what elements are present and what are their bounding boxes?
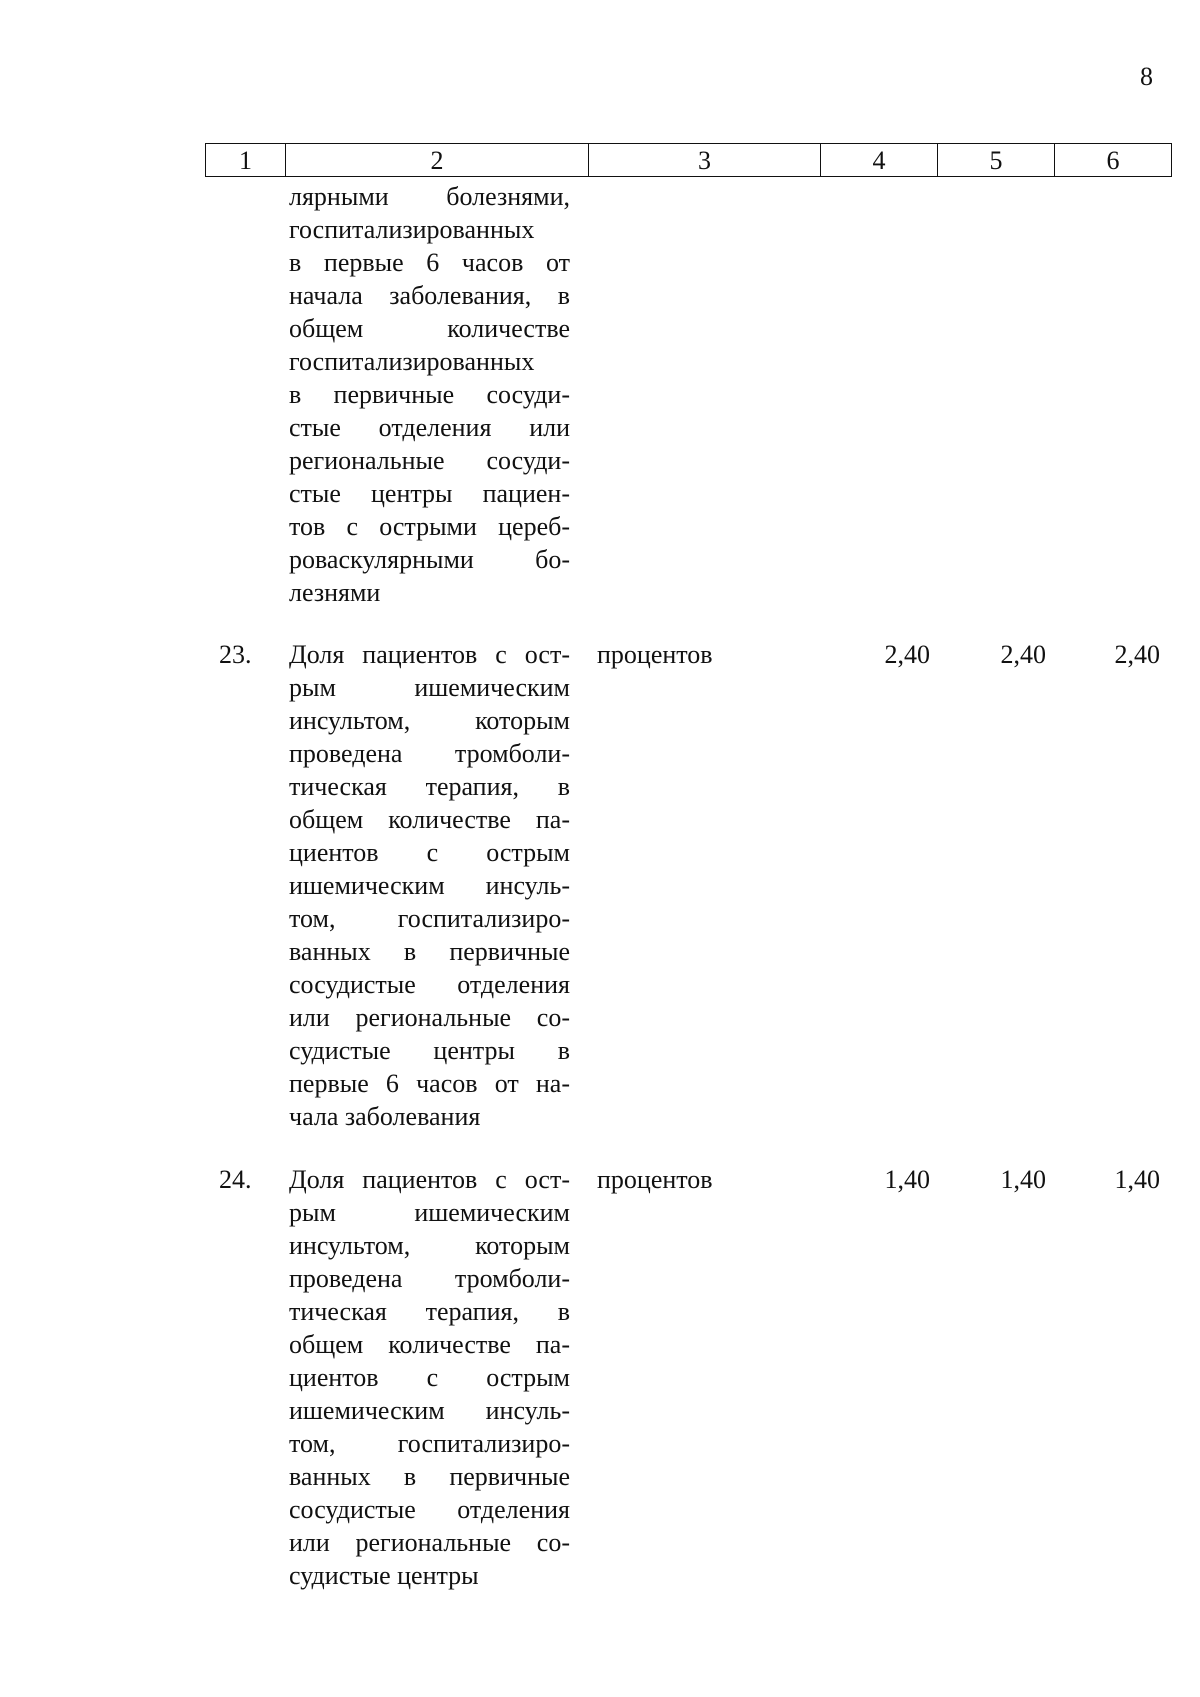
description-line: или региональные со-	[289, 1528, 570, 1557]
continuation-description	[289, 180, 570, 609]
description-line: тов с острыми цереб-	[289, 512, 570, 541]
description-line: судистые центры в	[289, 1036, 570, 1065]
row-value-col5: 1,40	[1000, 1165, 1046, 1194]
description-line: сосудистые отделения	[289, 970, 570, 999]
header-row	[206, 144, 1172, 177]
description-line: или региональные со-	[289, 1003, 570, 1032]
description-line: тическая терапия, в	[289, 772, 570, 801]
header-cell-6: 6	[1055, 144, 1172, 177]
description-line: первые 6 часов от на-	[289, 1069, 570, 1098]
row-description	[289, 1163, 570, 1592]
description-line: рым ишемическим	[289, 1198, 570, 1227]
header-cell-2: 2	[286, 144, 589, 177]
description-line: Доля пациентов с ост-	[289, 640, 570, 669]
description-line: циентов с острым	[289, 838, 570, 867]
description-line: ванных в первичные	[289, 1462, 570, 1491]
row-description	[289, 638, 570, 1133]
description-line: региональные сосуди-	[289, 446, 570, 475]
description-line: стые отделения или	[289, 413, 570, 442]
description-line: общем количестве па-	[289, 1330, 570, 1359]
description-line: судистые центры	[289, 1561, 479, 1590]
description-line: ванных в первичные	[289, 937, 570, 966]
description-line: том, госпитализиро-	[289, 1429, 570, 1458]
row-unit: процентов	[597, 1165, 713, 1194]
page-number: 8	[1140, 62, 1153, 91]
description-line: чала заболевания	[289, 1102, 481, 1131]
row-number: 24.	[219, 1165, 252, 1194]
row-value-col4: 1,40	[884, 1165, 930, 1194]
description-line: рым ишемическим	[289, 673, 570, 702]
row-value-col6: 1,40	[1114, 1165, 1160, 1194]
description-line: лярными болезнями,	[289, 182, 570, 211]
description-line: циентов с острым	[289, 1363, 570, 1392]
description-line: инсультом, которым	[289, 1231, 570, 1260]
description-line: общем количестве па-	[289, 805, 570, 834]
row-value-col4: 2,40	[884, 640, 930, 669]
row-number: 23.	[219, 640, 252, 669]
description-line: общем количестве	[289, 314, 570, 343]
description-line: роваскулярными бо-	[289, 545, 570, 574]
row-value-col5: 2,40	[1000, 640, 1046, 669]
description-line: проведена тромболи-	[289, 739, 570, 768]
header-cell-3: 3	[589, 144, 821, 177]
row-unit: процентов	[597, 640, 713, 669]
header-cell-5: 5	[938, 144, 1055, 177]
description-line: проведена тромболи-	[289, 1264, 570, 1293]
description-line: Доля пациентов с ост-	[289, 1165, 570, 1194]
description-line: тическая терапия, в	[289, 1297, 570, 1326]
description-line: госпитализированных	[289, 347, 535, 376]
header-cell-1: 1	[206, 144, 286, 177]
description-line: в первичные сосуди-	[289, 380, 570, 409]
description-line: ишемическим инсуль-	[289, 871, 570, 900]
description-line: стые центры пациен-	[289, 479, 570, 508]
header-cell-4: 4	[821, 144, 938, 177]
description-line: том, госпитализиро-	[289, 904, 570, 933]
column-number-header	[205, 143, 1172, 177]
description-line: лезнями	[289, 578, 381, 607]
description-line: госпитализированных	[289, 215, 535, 244]
description-line: ишемическим инсуль-	[289, 1396, 570, 1425]
description-line: инсультом, которым	[289, 706, 570, 735]
description-line: в первые 6 часов от	[289, 248, 570, 277]
description-line: начала заболевания, в	[289, 281, 570, 310]
row-value-col6: 2,40	[1114, 640, 1160, 669]
description-line: сосудистые отделения	[289, 1495, 570, 1524]
